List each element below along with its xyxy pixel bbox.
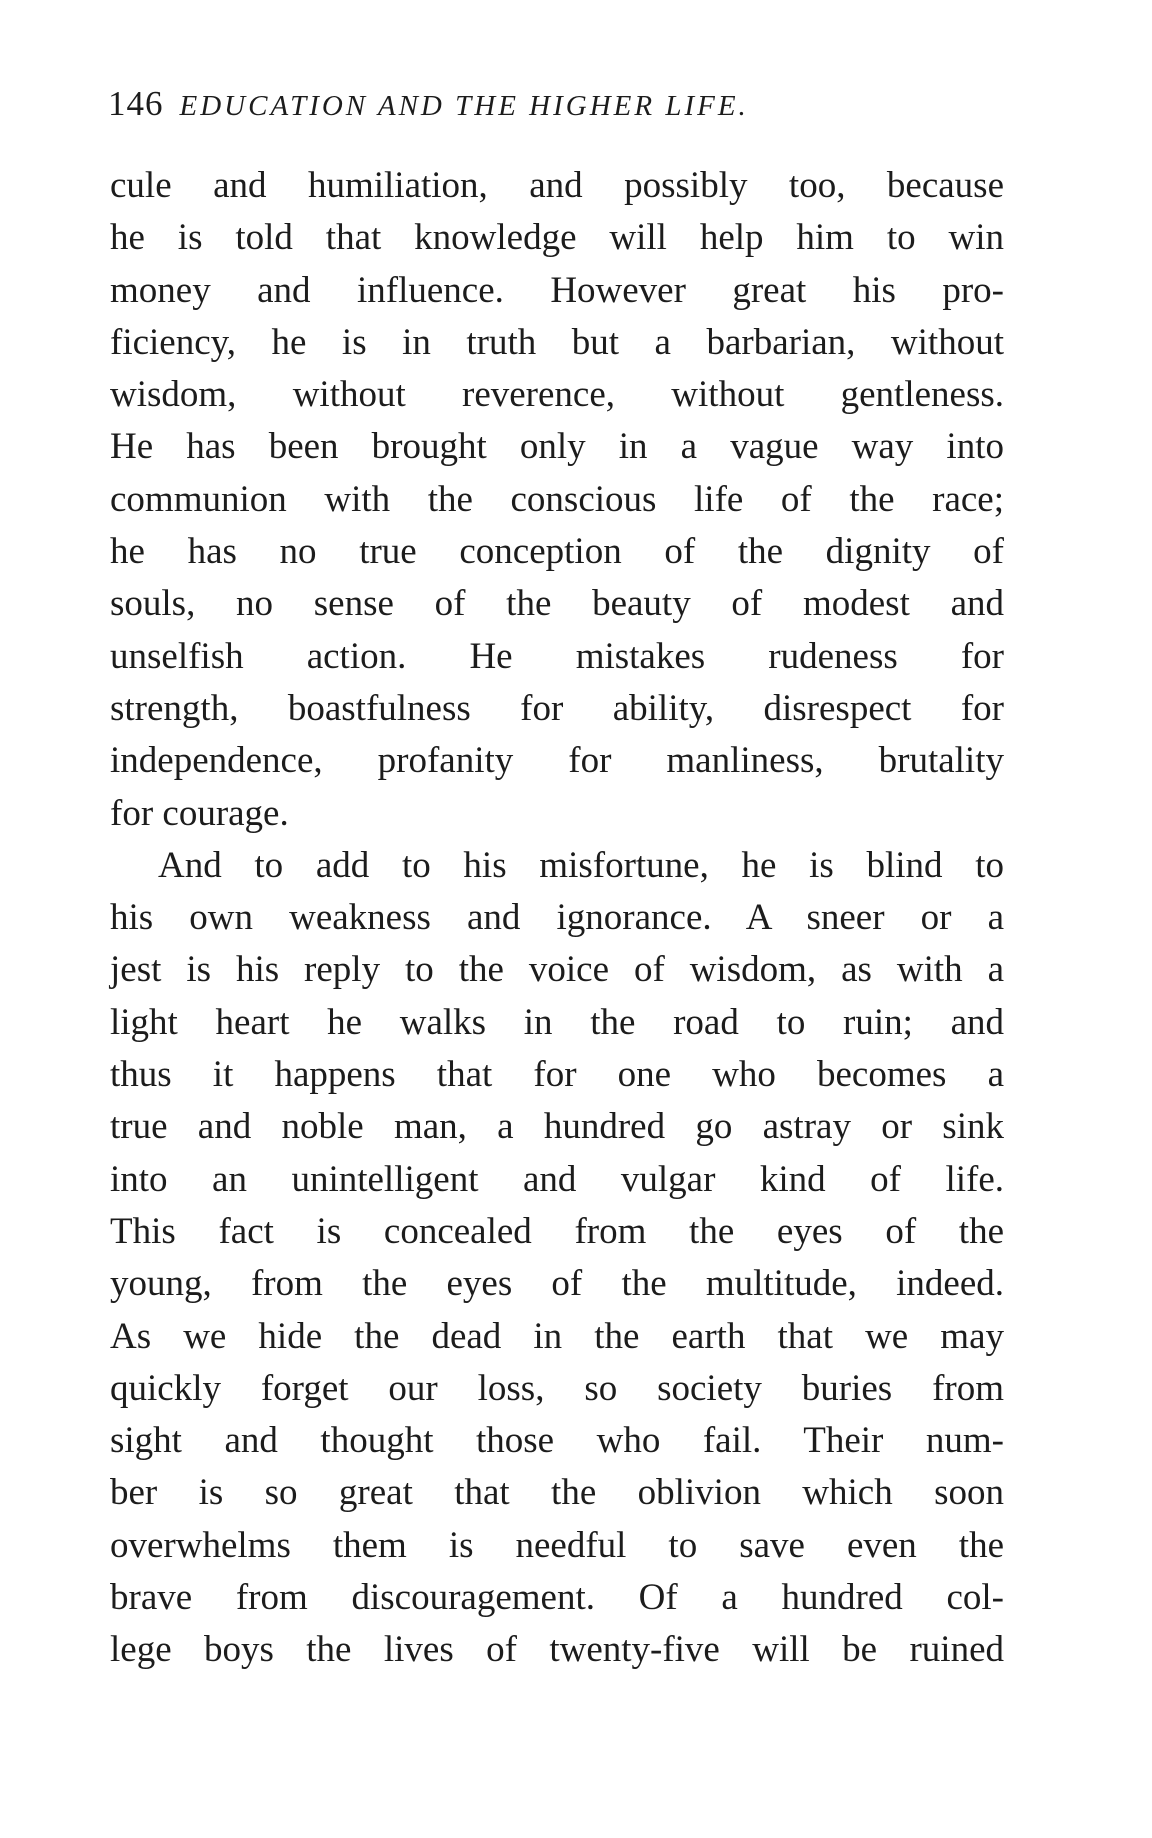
text-line: strength, boastfulness for ability, disrespect for <box>110 687 1004 729</box>
text-line: money and influence. However great his pro- <box>110 269 1004 311</box>
text-line: thus it happens that for one who becomes a <box>110 1054 1004 1096</box>
text-line: light heart he walks in the road to ruin; and <box>110 1001 1004 1043</box>
text-line: independence, profanity for manliness, brutality <box>110 740 1004 782</box>
text-line: communion with the conscious life of the race; <box>110 478 1004 520</box>
text-line: his own weakness and ignorance. A sneer or a <box>110 897 1004 939</box>
text-line: jest is his reply to the voice of wisdom, as with a <box>110 949 1004 991</box>
text-line: true and noble man, a hundred go astray or sink <box>110 1106 1004 1148</box>
text-line: sight and thought those who fail. Their num- <box>110 1420 1004 1462</box>
text-line: wisdom, without reverence, without gentleness. <box>110 374 1004 416</box>
text-line: lege boys the lives of twenty-five will be ruined <box>110 1629 1004 1671</box>
text-line: young, from the eyes of the multitude, indeed. <box>110 1263 1004 1305</box>
text-line: unselfish action. He mistakes rudeness for <box>110 635 1004 677</box>
text-line: for courage. <box>110 792 289 834</box>
page-number: 146 <box>108 84 164 123</box>
running-title: EDUCATION AND THE HIGHER LIFE. <box>179 90 749 122</box>
text-line: he is told that knowledge will help him to win <box>110 217 1004 259</box>
text-line: ber is so great that the oblivion which soon <box>110 1472 1004 1514</box>
text-line: overwhelms them is needful to save even the <box>110 1524 1004 1566</box>
running-head <box>108 84 1008 124</box>
text-line: he has no true conception of the dignity of <box>110 531 1004 573</box>
text-line: This fact is concealed from the eyes of the <box>110 1210 1004 1252</box>
paragraph <box>110 160 1004 840</box>
body-text <box>110 160 1004 1677</box>
text-line: He has been brought only in a vague way into <box>110 426 1004 468</box>
text-line: souls, no sense of the beauty of modest and <box>110 583 1004 625</box>
text-line: And to add to his misfortune, he is blind to <box>158 844 1004 886</box>
paragraph <box>110 840 1004 1677</box>
text-line: brave from discouragement. Of a hundred col- <box>110 1577 1004 1619</box>
text-line: ficiency, he is in truth but a barbarian, without <box>110 321 1004 363</box>
text-line: As we hide the dead in the earth that we may <box>110 1315 1004 1357</box>
text-line: quickly forget our loss, so society buries from <box>110 1367 1004 1409</box>
text-line: into an unintelligent and vulgar kind of life. <box>110 1158 1004 1200</box>
text-line: cule and humiliation, and possibly too, because <box>110 165 1004 206</box>
